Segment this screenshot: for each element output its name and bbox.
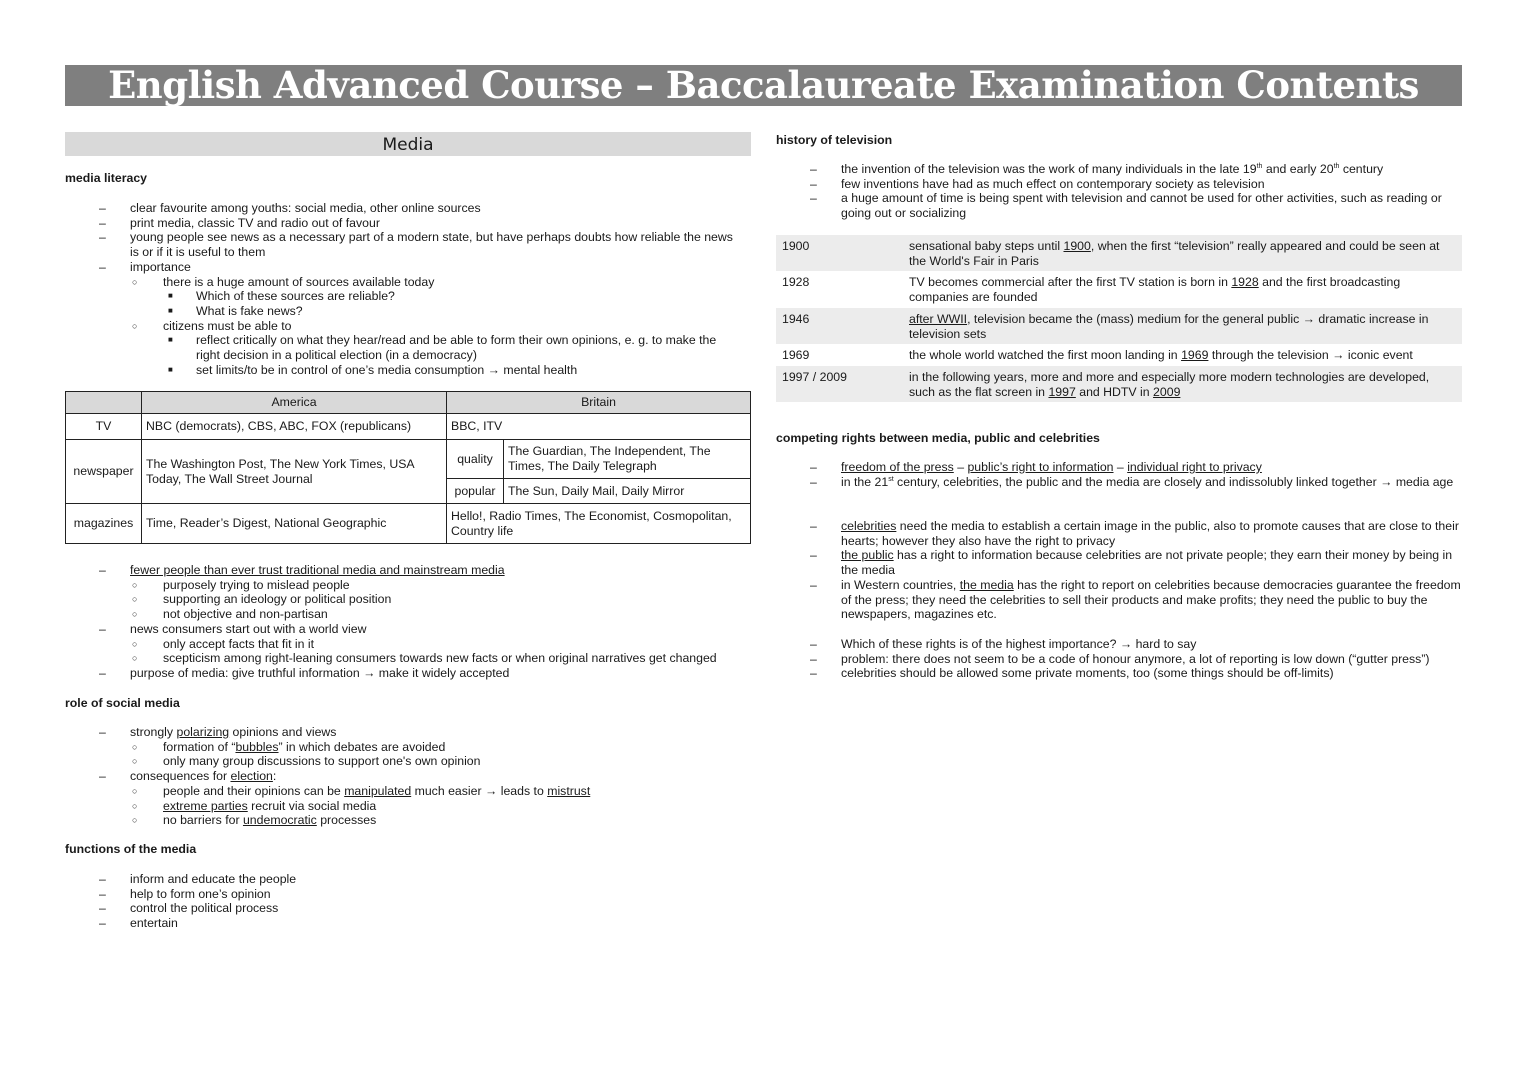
- list-item: ○ only many group discussions to support one's own opinion: [132, 754, 481, 769]
- timeline-text: in the following years, more and more and especially more modern technologies are developed, such as the flat screen in 1997 and HDTV in 2009: [909, 369, 1430, 399]
- timeline-row: [776, 235, 1462, 271]
- table-row: [66, 392, 751, 414]
- list-item: – fewer people than ever trust traditional media and mainstream media ○ purposely trying to mislead people ○ supporting an ideology or political position ○ not objective and non-partisan: [65, 563, 745, 622]
- list-item: – problem: there does not seem to be a code of honour anymore, a lot of reporting is low down (“gutter press”): [810, 651, 1430, 666]
- heading-history-of-television: history of television: [776, 133, 893, 147]
- list-item: – in Western countries, the media has the right to report on celebrities because democracies guarantee the freedom of the press; they need the celebrities to sell their products and make profits; they need the public to buy the newspapers, magazines etc.: [810, 577, 1461, 622]
- list-item: ○ formation of “bubbles” in which debates are avoided: [132, 739, 446, 754]
- list-item: ■ reflect critically on what they hear/read and be able to form their own opinions, e. g. to make the right decision in a political election (in a democracy): [168, 333, 717, 363]
- media-literacy-list: [65, 201, 740, 377]
- list-item: ○ there is a huge amount of sources available today ■ Which of these sources are reliable? ■ What is fake news?: [130, 275, 740, 319]
- timeline-year: 1997 / 2009: [782, 369, 847, 384]
- heading-competing-rights: competing rights between media, public and celebrities: [776, 431, 1100, 445]
- table-cell: The Sun, Daily Mail, Daily Mirror: [504, 479, 751, 504]
- list-item: ○ only accept facts that fit in it: [132, 636, 315, 651]
- list-item: – inform and educate the people: [99, 872, 297, 886]
- timeline-year: 1969: [782, 348, 810, 363]
- rights-list-2: [776, 519, 1466, 622]
- sub-label-quality: quality: [447, 440, 504, 479]
- list-item: – strongly polarizing opinions and views ○ formation of “bubbles” in which debates are avoided ○ only many group discussions to support one's own opinion: [65, 725, 745, 769]
- table-cell: The Washington Post, The New York Times, USA Today, The Wall Street Journal: [142, 440, 447, 504]
- section-title-media: Media: [65, 132, 751, 156]
- timeline-text: sensational baby steps until 1900, when the first “television” really appeared and could be seen at the World's Fair in Paris: [909, 239, 1440, 268]
- list-item: ○ people and their opinions can be manipulated much easier → leads to mistrust: [132, 783, 591, 798]
- row-label-tv: TV: [66, 414, 142, 440]
- media-comparison-table: [65, 391, 751, 544]
- timeline-year: 1946: [782, 311, 810, 326]
- timeline-row: [776, 308, 1462, 344]
- table-row: [66, 440, 751, 479]
- list-item: – Which of these rights is of the highest importance? → hard to say: [810, 637, 1197, 651]
- list-item: – a huge amount of time is being spent with television and cannot be used for other activities, such as reading or going out or socializing: [810, 191, 1442, 221]
- list-item: – importance ○ there is a huge amount of sources available today ■ Which of these sources are reliable? ■ What is fake news? ○ citizens must be able to ■ reflect critically on what they hear/read and be able to form their own opinions, e. g. to make the right decision in a political election (in a democracy) ■ set limits/to be in control of one’s media consumption → mental health: [65, 260, 740, 378]
- page-title: English Advanced Course – Baccalaureate Examination Contents: [65, 65, 1462, 106]
- table-corner-cell: [66, 392, 142, 414]
- list-item: ○ extreme parties recruit via social media: [132, 798, 377, 813]
- table-header-america: America: [142, 392, 447, 414]
- list-item: – clear favourite among youths: social media, other online sources: [99, 201, 481, 215]
- list-item: – entertain: [99, 916, 178, 931]
- row-label-newspaper: newspaper: [66, 440, 142, 504]
- functions-list: [65, 872, 745, 931]
- list-item: – the public has a right to information because celebrities are not private people; they earn their money by being in the media: [810, 548, 1453, 578]
- list-item: ○ citizens must be able to ■ reflect critically on what they hear/read and be able to form their own opinions, e. g. to make the right decision in a political election (in a democracy) ■ set limits/to be in control of one’s media consumption → mental health: [130, 319, 740, 378]
- table-cell: Hello!, Radio Times, The Economist, Cosmopolitan, Country life: [447, 504, 751, 544]
- table-row: [66, 504, 751, 544]
- table-cell: Time, Reader’s Digest, National Geographic: [142, 504, 447, 544]
- list-item: – the invention of the television was the work of many individuals in the late 19th and early 20th century: [810, 162, 1384, 176]
- list-item: – purpose of media: give truthful information → make it widely accepted: [99, 665, 510, 680]
- history-list: [776, 162, 1466, 221]
- timeline-row: [776, 271, 1462, 307]
- social-media-list: [65, 725, 745, 828]
- timeline-year: 1928: [782, 275, 810, 290]
- list-item: ■ What is fake news?: [168, 303, 303, 318]
- timeline-text: the whole world watched the first moon landing in 1969 through the television → iconic event: [909, 348, 1413, 363]
- list-item: ○ purposely trying to mislead people: [132, 577, 350, 592]
- list-item: ○ not objective and non-partisan: [132, 607, 328, 622]
- rights-list-3: [776, 637, 1466, 681]
- heading-role-of-social-media: role of social media: [65, 696, 180, 710]
- table-cell: NBC (democrats), CBS, ABC, FOX (republicans): [142, 414, 447, 440]
- trust-list: [65, 563, 745, 681]
- list-item: – in the 21st century, celebrities, the public and the media are closely and indissolubly linked together → media age: [810, 474, 1454, 489]
- list-item: – control the political process: [99, 901, 279, 916]
- list-item: ■ Which of these sources are reliable?: [168, 289, 395, 304]
- table-cell: The Guardian, The Independent, The Times, The Daily Telegraph: [504, 440, 751, 479]
- timeline-text: after WWII, television became the (mass) medium for the general public → dramatic increase in television sets: [909, 311, 1429, 341]
- timeline-text: TV becomes commercial after the first TV station is born in 1928 and the first broadcasting companies are founded: [909, 275, 1401, 305]
- heading-media-literacy: media literacy: [65, 171, 148, 185]
- list-item: – celebrities need the media to establish a certain image in the public, also to promote causes that are close to their hearts; however they also have the right to privacy: [810, 519, 1459, 548]
- timeline-year: 1900: [782, 239, 810, 253]
- list-item: – news consumers start out with a world view ○ only accept facts that fit in it ○ scepticism among right-leaning consumers towards new facts or when original narratives get changed: [65, 622, 745, 666]
- sub-label-popular: popular: [447, 479, 504, 504]
- list-item: ○ no barriers for undemocratic processes: [132, 813, 377, 828]
- list-item: – few inventions have had as much effect on contemporary society as television: [810, 176, 1265, 191]
- row-label-magazines: magazines: [66, 504, 142, 544]
- heading-functions-of-the-media: functions of the media: [65, 842, 197, 856]
- rights-list-1: [776, 460, 1466, 489]
- timeline-row: [776, 366, 1462, 402]
- list-item: ■ set limits/to be in control of one’s media consumption → mental health: [168, 362, 578, 377]
- list-item: – print media, classic TV and radio out of favour: [99, 215, 380, 230]
- list-item: – consequences for election: ○ people and their opinions can be manipulated much easier → leads to mistrust ○ extreme parties recruit via social media ○ no barriers for undemocratic processes: [65, 769, 745, 828]
- television-timeline: [776, 235, 1462, 402]
- table-row: [66, 414, 751, 440]
- list-item: – help to form one’s opinion: [99, 886, 271, 901]
- list-item: – young people see news as a necessary part of a modern state, but have perhaps doubts how reliable the news is or if it is useful to them: [99, 230, 733, 260]
- list-item: ○ supporting an ideology or political position: [132, 592, 392, 607]
- table-cell: BBC, ITV: [447, 414, 751, 440]
- list-item: – celebrities should be allowed some private moments, too (some things should be off-limits): [810, 666, 1334, 681]
- list-item: ○ scepticism among right-leaning consumers towards new facts or when original narratives get changed: [132, 651, 717, 666]
- table-header-britain: Britain: [447, 392, 751, 414]
- timeline-row: [776, 344, 1462, 366]
- list-item: – freedom of the press – public’s right to information – individual right to privacy: [810, 460, 1262, 474]
